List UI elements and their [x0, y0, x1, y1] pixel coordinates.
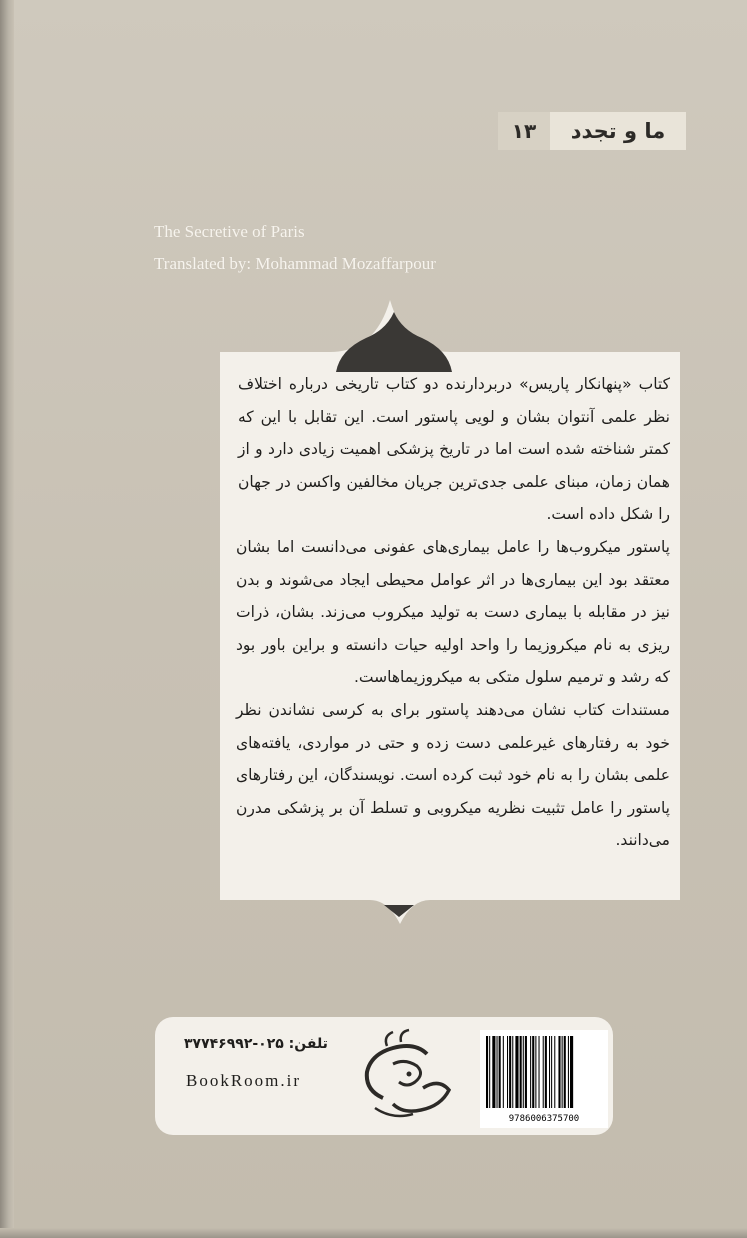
- barcode-bar: [558, 1036, 560, 1108]
- isbn-number: 9786006375700: [508, 1114, 580, 1124]
- english-translator: Translated by: Mohammad Mozaffarpour: [154, 254, 436, 273]
- barcode-bar: [523, 1036, 524, 1108]
- barcode-bar: [551, 1036, 552, 1108]
- description-text: [236, 368, 670, 883]
- barcode-bar: [512, 1036, 513, 1108]
- barcode-bar: [568, 1036, 569, 1108]
- barcode-bar: [535, 1036, 536, 1108]
- barcode: [480, 1030, 608, 1128]
- website-url[interactable]: BookRoom.ir: [186, 1071, 302, 1090]
- description-paragraph-1: کتاب «پنهانکار پاریس» دربردارنده دو کتاب تاریخی درباره اختلاف نظر علمی آنتوان بشان و لویی پاستور است. این تقابل با این که کمتر شناخته شده است اما در تاریخ پزشکی اهمیت زیادی دارد و از همان زمان، مبنای علمی جدی‌ترین جریان مخالفین واکسن در جهان را شکل داده است.: [238, 375, 670, 524]
- barcode-bar: [539, 1036, 540, 1108]
- barcode-bar: [543, 1036, 544, 1108]
- barcode-bar: [499, 1036, 501, 1108]
- barcode-bar: [503, 1036, 504, 1108]
- barcode-bar: [554, 1036, 555, 1108]
- barcode-bar: [532, 1036, 534, 1108]
- series-title: ما و تجدد: [550, 112, 686, 150]
- bottom-ornament-icon: [384, 905, 414, 917]
- barcode-bar: [515, 1036, 518, 1108]
- phone-number: تلفن: ۰۲۵-۳۷۷۴۶۹۹۲: [184, 1036, 328, 1052]
- barcode-bar: [497, 1036, 498, 1108]
- dome-icon: [336, 312, 452, 372]
- kaf-publisher-logo-icon: [353, 1028, 463, 1124]
- barcode-bar: [562, 1036, 563, 1108]
- barcode-bar: [492, 1036, 495, 1108]
- barcode-bar: [509, 1036, 511, 1108]
- barcode-bar: [570, 1036, 573, 1108]
- barcode-bar: [486, 1036, 488, 1108]
- barcode-bar: [530, 1036, 531, 1108]
- barcode-bar: [545, 1036, 547, 1108]
- barcode-bar: [520, 1036, 522, 1108]
- barcode-bar: [507, 1036, 508, 1108]
- series-number: ۱۳: [498, 112, 550, 150]
- barcode-bar: [489, 1036, 490, 1108]
- barcode-bar: [564, 1036, 566, 1108]
- barcode-bar: [525, 1036, 527, 1108]
- english-title: The Secretive of Paris: [154, 222, 305, 241]
- description-paragraph-3: مستندات کتاب نشان می‌دهند پاستور برای به کرسی نشاندن نظر خود به رفتارهای غیرعلمی دست زده و حتی در مواردی، یافته‌های علمی بشان را به نام خود ثبت کرده است. نویسندگان، این رفتارهای پاستور را عامل تثبیت نظریه میکروبی و تسلط آن بر پزشکی مدرن می‌دانند.: [236, 700, 670, 850]
- description-paragraph-2: پاستور میکروب‌ها را عامل بیماری‌های عفونی می‌دانست اما بشان معتقد بود این بیماری‌ها در اثر عوامل محیطی ایجاد می‌شوند و بدن نیز در مقابله با بیماری دست به تولید میکروب می‌زند. بشان، ذرات ریزی به نام میکروزیما را واحد اولیه حیات دانسته و براین باور بود که رشد و ترمیم سلول متکی به میکروزیماهاست.: [236, 537, 670, 687]
- barcode-bar: [549, 1036, 550, 1108]
- barcode-bars: [486, 1036, 602, 1108]
